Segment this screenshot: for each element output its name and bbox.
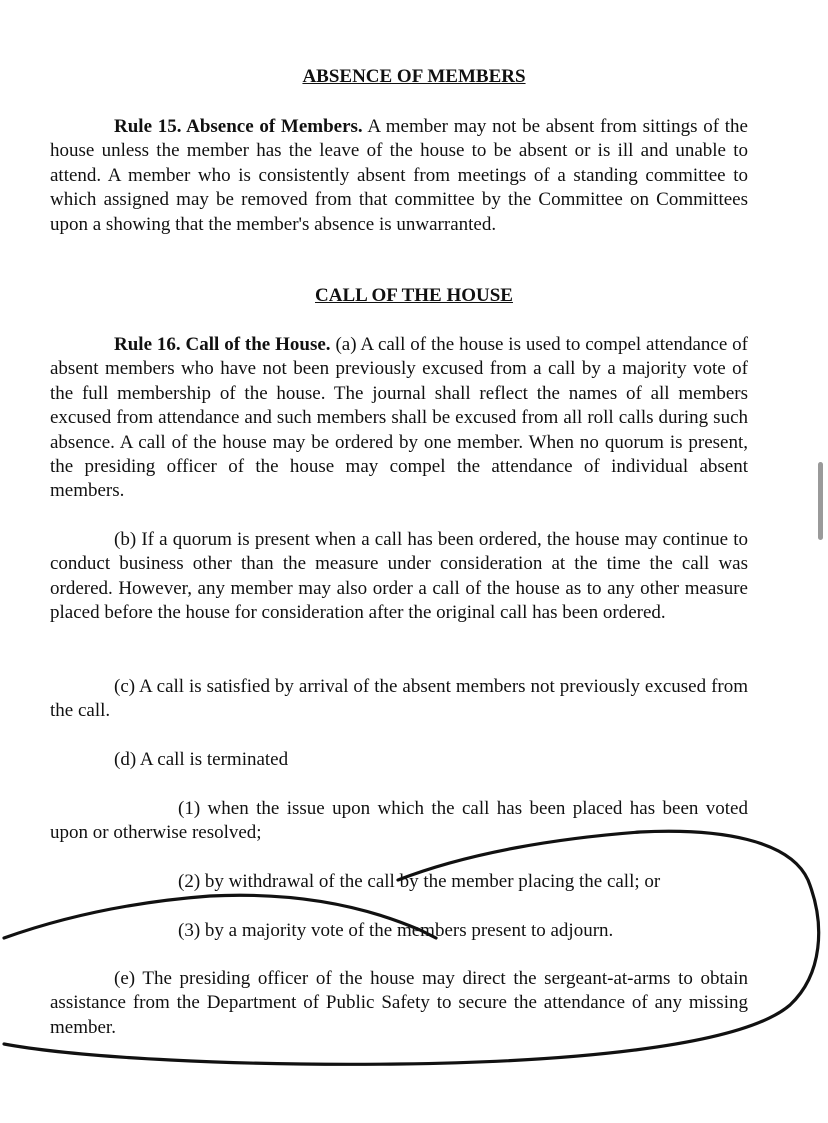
rule-16-label: Rule 16. Call of the House.	[114, 334, 331, 355]
rule-16c-paragraph: (c) A call is satisfied by arrival of the absent members not previously excused from the call.	[50, 676, 748, 722]
rule-16a-paragraph	[50, 333, 748, 504]
scrollbar-thumb[interactable]	[818, 462, 823, 540]
rule-16e-paragraph: (e) The presiding officer of the house may direct the sergeant-at-arms to obtain assistance from the Department of Public Safety to secure the attendance of any missing member.	[50, 968, 748, 1038]
rule-15-text: A member may not be absent from sittings of the house unless the member has the leave of the house to be absent or is ill and unable to attend. A member who is consistently absent from meetings of a standing committee to which assigned may be removed from that committee by the Committee on Committees upon a showing that the member's absence is unwarranted.	[50, 116, 748, 235]
rule-16a-text: (a) A call of the house is used to compel attendance of absent members who have not been previously excused from a call by a majority vote of the full membership of the house. The journal shall reflect the names of all members excused from attendance and such members shall be excused from all roll calls during such absence. A call of the house may be ordered by one member. When no quorum is present, the presiding officer of the house may compel the attendance of individual absent members.	[50, 334, 748, 502]
rule-15-paragraph	[50, 115, 748, 237]
rule-16d3-line: (3) by a majority vote of the members present to adjourn.	[178, 920, 614, 941]
heading-call-of-the-house: CALL OF THE HOUSE	[315, 285, 513, 306]
rule-15-label: Rule 15. Absence of Members.	[114, 116, 363, 137]
rule-16b-paragraph: (b) If a quorum is present when a call has been ordered, the house may continue to conduct business other than the measure under consideration at the time the call was ordered. However, any member may also order a call of the house as to any other measure placed before the house for consideration after the original call has been ordered.	[50, 529, 748, 624]
rule-16d-line: (d) A call is terminated	[114, 749, 289, 770]
rule-16d2-line: (2) by withdrawal of the call by the member placing the call; or	[178, 871, 661, 892]
heading-absence-of-members: ABSENCE OF MEMBERS	[302, 66, 526, 87]
rule-16d1-paragraph: (1) when the issue upon which the call has been placed has been voted upon or otherwise resolved;	[50, 798, 748, 844]
